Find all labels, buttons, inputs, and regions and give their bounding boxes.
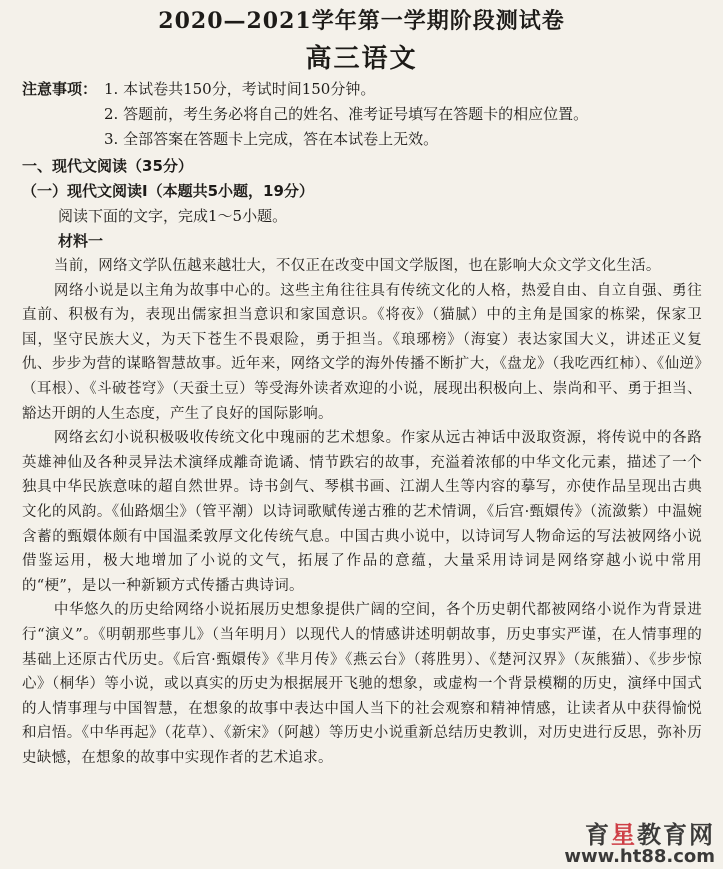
watermark-brand-part: 育	[585, 821, 611, 849]
site-watermark	[564, 815, 715, 867]
material-label: 材料一	[58, 232, 104, 250]
reading-instruction: 阅读下面的文字，完成1～5小题。	[58, 207, 288, 225]
note-item: 3. 全部答案在答题卡上完成，答在本试卷上无效。	[104, 130, 439, 148]
reading-passage	[22, 254, 702, 770]
section-heading: 一、现代文阅读（35分）	[22, 157, 193, 175]
passage-paragraph: 当前，网络文学队伍越来越壮大，不仅正在改变中国文学版图，也在影响大众文学文化生活。	[53, 258, 661, 274]
watermark-brand-accent: 星	[611, 821, 637, 849]
watermark-brand-part: 教育网	[637, 821, 715, 849]
passage-paragraph: 网络小说是以主角为故事中心的。这些主角往往具有传统文化的人格，热爱自由、自立自强、勇往直前、积极有为，表现出儒家担当意识和家国意识。《将夜》（猫腻）中的主角是国家的栋梁，保家卫国，坚守民族大义，为天下苍生不畏艰险，勇于担当。《琅琊榜》（海宴）表达家国大义，讲述正义复仇、步步为营的谋略智慧故事。近年来，网络文学的海外传播不断扩大，《盘龙》（我吃西红柿）、《仙逆》（耳根）、《斗破苍穹》（天蚕土豆）等受海外读者欢迎的小说，展现出积极向上、崇尚和平、勇于担当、豁达开朗的人生态度，产生了良好的国际影响。	[22, 282, 702, 422]
note-item: 1. 本试卷共150分，考试时间150分钟。	[104, 80, 376, 98]
subject-title: 高三语文	[305, 44, 418, 74]
passage-paragraph: 中华悠久的历史给网络小说拓展历史想象提供广阔的空间，各个历史朝代都被网络小说作为背景进行“演义”。《明朝那些事儿》（当年明月）以现代人的情感讲述明朝故事，历史事实严谨，在人情事理的基础上还原古代历史。《后宫·甄嬛传》《芈月传》《燕云台》（蒋胜男）、《楚河汉界》（灰熊猫）、《步步惊心》（桐华）等小说，或以真实的历史为根据展开飞驰的想象，或虚构一个背景模糊的历史，演绎中国式的人情事理与中国智慧，在想象的故事中表达中国人当下的社会观察和精神情感，让读者从中获得愉悦和启悟。《中华再起》（花草）、《新宋》（阿越）等历史小说重新总结历史教训，对历史进行反思，弥补历史缺憾，在想象的故事中实现作者的艺术追求。	[22, 602, 702, 766]
exam-title: 2020—2021学年第一学期阶段测试卷	[158, 8, 565, 34]
watermark-brand	[564, 815, 715, 850]
watermark-url: www.ht88.com	[564, 846, 715, 867]
subsection-heading: （一）现代文阅读Ⅰ（本题共5小题，19分）	[22, 182, 314, 200]
notes-label: 注意事项：	[22, 80, 98, 98]
note-item: 2. 答题前，考生务必将自己的姓名、准考证号填写在答题卡的相应位置。	[104, 105, 589, 123]
passage-paragraph: 网络玄幻小说积极吸收传统文化中瑰丽的艺术想象。作家从远古神话中汲取资源，将传说中的各路英雄神仙及各种灵异法术演绎成離奇诡谲、情节跌宕的故事，充溢着浓郁的中华文化元素，描述了一个独具中华民族意味的超自然世界。诗书剑气、琴棋书画、江湖人生等内容的摹写，亦使作品呈现出古典文化的风韵。《仙路烟尘》（管平潮）以诗词歌赋传递古雅的艺术情调，《后宫·甄嬛传》（流潋紫）中温婉含蓄的甄嬛体颇有中国温柔敦厚文化传统气息。中国古典小说中，以诗词写人物命运的写法被网络小说借鉴运用，极大地增加了小说的文气，拓展了作品的意蕴，大量采用诗词是网络穿越小说中常用的“梗”，是以一种新颖方式传播古典诗词。	[22, 430, 702, 594]
